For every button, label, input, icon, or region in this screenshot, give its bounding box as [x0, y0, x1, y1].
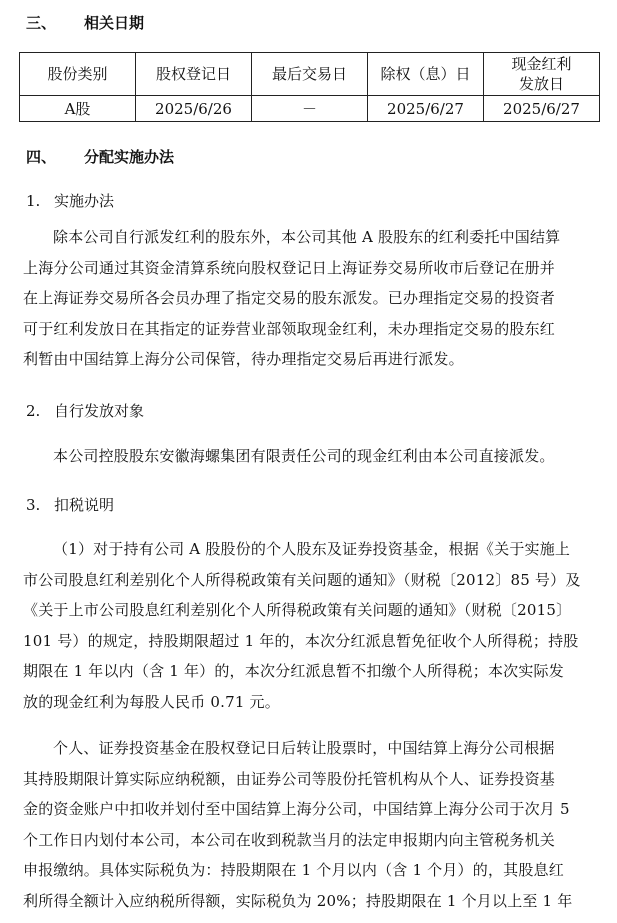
- paragraph-line: 《关于上市公司股息红利差别化个人所得税政策有关问题的通知》（财税〔2015〕: [23, 601, 572, 619]
- paragraph-line: （1）对于持有公司 A 股股份的个人股东及证券投资基金，根据《关于实施上: [53, 540, 571, 558]
- section-4-heading: [26, 146, 174, 167]
- subsection-2-title: 自行发放对象: [54, 402, 145, 420]
- table-cell: 2025/6/26: [136, 96, 252, 122]
- subsection-1-paragraph: [23, 222, 597, 375]
- paragraph-line: 放的现金红利为每股人民币 0.71 元。: [23, 692, 280, 711]
- section-3-heading: [26, 12, 144, 33]
- paragraph-line: 申报缴纳。具体实际税负为：持股期限在 1 个月以内（含 1 个月）的，其股息红: [23, 861, 564, 879]
- paragraph-line: 本公司控股股东安徽海螺集团有限责任公司的现金红利由本公司直接派发。: [53, 447, 555, 465]
- table-cell: 2025/6/27: [484, 96, 600, 122]
- subsection-1-title: 实施办法: [54, 192, 115, 210]
- paragraph-line: 市公司股息红利差别化个人所得税政策有关问题的通知》（财税〔2012〕85 号）及: [23, 570, 581, 589]
- table-header-cell: 股份类别: [20, 53, 136, 96]
- paragraph-line: 上海分公司通过其资金清算系统向股权登记日上海证券交易所收市后登记在册并: [23, 258, 556, 277]
- table-header-cell: 除权（息）日: [368, 53, 484, 96]
- subsection-1-heading: [26, 190, 114, 211]
- subsection-1-number: 1.: [26, 192, 41, 210]
- subsection-3-title: 扣税说明: [54, 496, 115, 514]
- section-4-title: 分配实施办法: [84, 148, 175, 166]
- table-row: [20, 96, 600, 122]
- subsection-2-paragraph: [23, 441, 597, 472]
- subsection-3-number: 3.: [26, 496, 41, 514]
- table-header-cell-line: 发放日: [518, 75, 564, 93]
- paragraph-line: 除本公司自行派发红利的股东外，本公司其他 A 股股东的红利委托中国结算: [53, 228, 561, 246]
- section-3-title: 相关日期: [84, 14, 145, 32]
- paragraph-line: 101 号）的规定，持股期限超过 1 年的，本次分红派息暂免征收个人所得税；持股: [23, 631, 579, 650]
- subsection-2-number: 2.: [26, 402, 41, 420]
- paragraph-line: 个工作日内划付本公司，本公司在收到税款当月的法定申报期内向主管税务机关: [23, 830, 556, 849]
- paragraph-line: 利所得全额计入应纳税所得额，实际税负为 20%；持股期限在 1 个月以上至 1 年: [23, 891, 573, 910]
- subsection-2-heading: [26, 400, 144, 421]
- table-header-cell: 股权登记日: [136, 53, 252, 96]
- table-header-cell: [484, 53, 600, 96]
- paragraph-line: 个人、证券投资基金在股权登记日后转让股票时，中国结算上海分公司根据: [53, 739, 555, 757]
- paragraph-line: 可于红利发放日在其指定的证券营业部领取现金红利，未办理指定交易的股东红: [23, 319, 556, 338]
- paragraph-line: 金的资金账户中扣收并划付至中国结算上海分公司，中国结算上海分公司于次月 5: [23, 800, 570, 818]
- section-3-number: 三、: [26, 14, 57, 32]
- paragraph-line: 其持股期限计算实际应纳税额，由证券公司等股份托管机构从个人、证券投资基: [23, 769, 556, 788]
- table-cell: A股: [20, 96, 136, 122]
- subsection-3-heading: [26, 494, 114, 515]
- subsection-3-paragraph-2: [23, 733, 597, 916]
- table-cell: －: [252, 96, 368, 122]
- table-header-cell: 最后交易日: [252, 53, 368, 96]
- paragraph-line: 在上海证券交易所各会员办理了指定交易的股东派发。已办理指定交易的投资者: [23, 289, 556, 307]
- table-header-cell-line: 现金红利: [511, 55, 572, 73]
- paragraph-line: 期限在 1 年以内（含 1 年）的，本次分红派息暂不扣缴个人所得税；本次实际发: [23, 662, 564, 680]
- dates-table: [19, 52, 600, 122]
- dates-table-header-row: [20, 53, 600, 96]
- table-cell: 2025/6/27: [368, 96, 484, 122]
- section-4-number: 四、: [26, 148, 57, 166]
- paragraph-line: 利暂由中国结算上海分公司保管，待办理指定交易后再进行派发。: [23, 350, 464, 368]
- subsection-3-paragraph-1: [23, 534, 597, 717]
